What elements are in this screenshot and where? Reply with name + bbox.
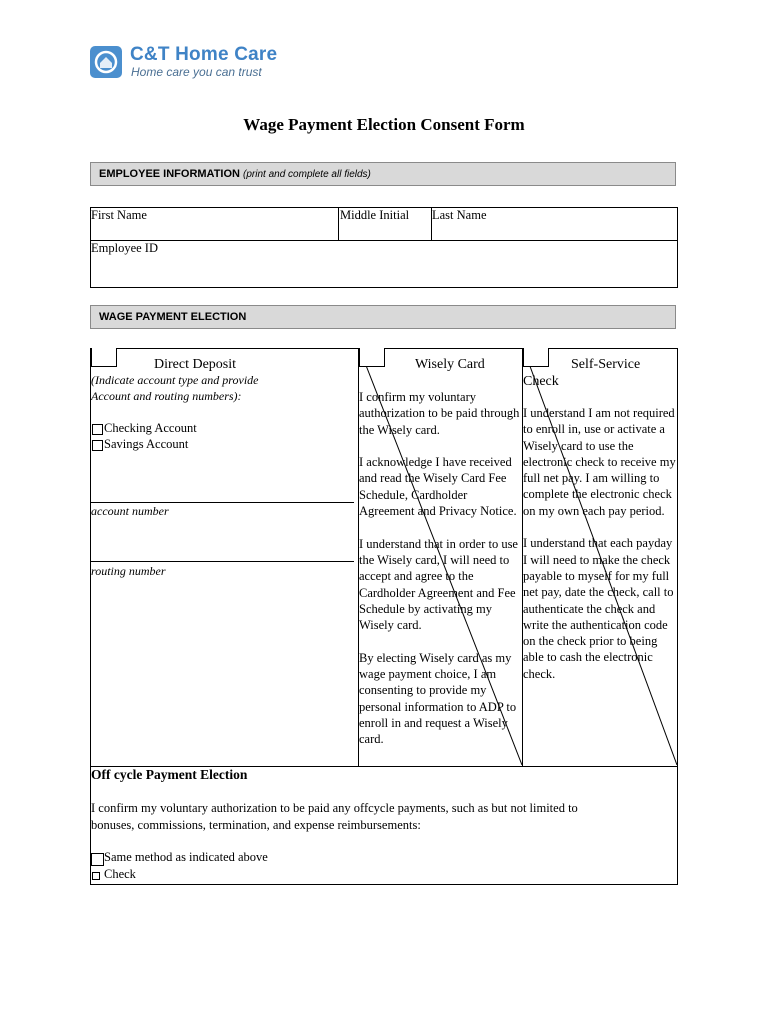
wisely-card-checkbox[interactable]: [359, 348, 385, 367]
direct-deposit-title: Direct Deposit: [154, 357, 237, 372]
same-method-checkbox[interactable]: [91, 853, 104, 866]
self-service-terms: [523, 405, 678, 698]
form-title: Wage Payment Election Consent Form: [243, 115, 525, 134]
off-cycle-text-1: I confirm my voluntary authorization to be paid any offcycle payments, such as but not limited to: [91, 801, 578, 815]
self-service-check-checkbox[interactable]: [523, 348, 549, 367]
self-service-paragraph-1: I understand I am not required to enroll in, use or activate a Wisely card to use the electronic check to receive my full net pay. I am willing to complete the electronic check on my own each pay period.: [523, 406, 676, 518]
wisely-card-terms: [359, 389, 523, 764]
wisely-paragraph-1: I confirm my voluntary authorization to be paid through the Wisely card.: [359, 390, 520, 437]
direct-deposit-instruction-1: (Indicate account type and provide: [91, 373, 259, 387]
employee-info-note: (print and complete all fields): [243, 169, 371, 180]
same-method-label: Same method as indicated above: [104, 850, 268, 864]
routing-number-line[interactable]: [90, 561, 354, 562]
wage-election-heading: WAGE PAYMENT ELECTION: [99, 311, 247, 323]
last-name-field[interactable]: Last Name: [432, 208, 487, 222]
wisely-paragraph-2: I acknowledge I have received and read the Wisely Card Fee Schedule, Cardholder Agreement and Privacy Notice.: [359, 455, 517, 519]
account-number-label: account number: [91, 504, 169, 518]
self-service-paragraph-2: I understand that each payday I will need to make the check payable to myself for my full net pay, date the check, call to authenticate the check and write the authentication code on the check prior to being able to cash the electronic check.: [523, 536, 674, 681]
check-option-checkbox[interactable]: [92, 872, 100, 880]
savings-account-label: Savings Account: [104, 437, 189, 451]
savings-account-checkbox[interactable]: [92, 440, 103, 451]
routing-number-label: routing number: [91, 564, 166, 578]
off-cycle-text-2: bonuses, commissions, termination, and expense reimbursements:: [91, 818, 421, 832]
check-option-label: Check: [104, 867, 136, 881]
wisely-paragraph-3: I understand that in order to use the Wisely card, I will need to accept and agree to the Cardholder Agreement and Fee Schedule by activating my Wisely card.: [359, 536, 518, 633]
checking-account-label: Checking Account: [104, 421, 197, 435]
employee-id-field[interactable]: Employee ID: [91, 241, 158, 255]
wisely-card-title: Wisely Card: [415, 357, 485, 372]
direct-deposit-instruction-2: Account and routing numbers):: [91, 389, 242, 403]
middle-initial-field[interactable]: Middle Initial: [340, 208, 410, 222]
off-cycle-heading: Off cycle Payment Election: [91, 767, 248, 782]
direct-deposit-checkbox[interactable]: [91, 348, 117, 367]
self-service-title-1: Self-Service: [571, 357, 641, 372]
account-number-line[interactable]: [90, 502, 354, 503]
company-name: C&T Home Care: [130, 44, 278, 65]
employee-info-heading: EMPLOYEE INFORMATION: [99, 168, 240, 180]
self-service-title-2: Check: [523, 374, 559, 389]
company-tagline: Home care you can trust: [131, 65, 262, 79]
wisely-paragraph-4: By electing Wisely card as my wage payment choice, I am consenting to provide my personal information to ADP to enroll in and request a Wisely card.: [359, 650, 517, 747]
first-name-field[interactable]: First Name: [91, 208, 147, 222]
checking-account-checkbox[interactable]: [92, 424, 103, 435]
